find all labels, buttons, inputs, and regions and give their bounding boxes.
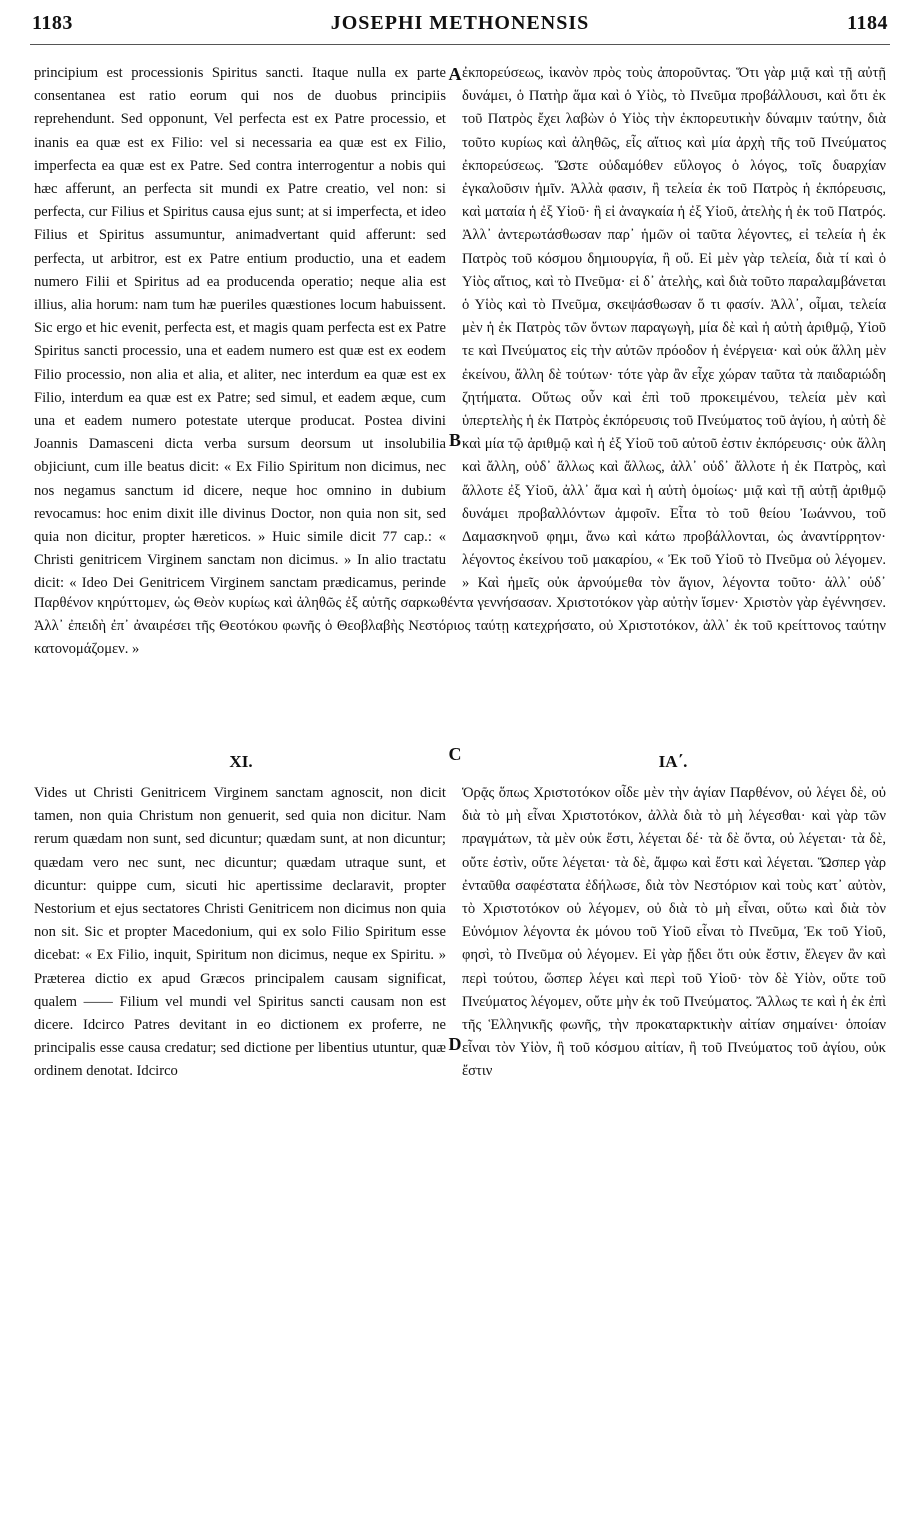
margin-marker-b: B (448, 430, 461, 450)
greek-full-width-block (34, 592, 886, 664)
greek-column-top (462, 62, 886, 592)
margin-marker-d: D (448, 1034, 462, 1054)
page-header (32, 6, 888, 40)
latin-column-bottom (34, 782, 446, 1522)
header-rule (30, 44, 890, 45)
section-heading-greek: ΙΑ΄. (658, 752, 688, 771)
running-title: JOSEPHI METHONENSIS (330, 11, 590, 34)
latin-paragraph-bottom: Vides ut Christi Genitricem Virginem sanctam agnoscit, non dicit tamen, non quia Christum non genuerit, sed quia non dicitur. Nam rerum quædam non sunt, sed dicuntur; quædam sunt, at non dicuntur; quædam vero nec sunt, nec dicuntur; quædam utraque sunt, et dicuntur: quippe cum, sicuti hic apertissime declaravit, propter Nestorium et ejus sectatores Christi Genitricem non dicimus non quia non sit. Sic et propter Macedonium, qui ex solo Filio Spiritum esse dicebat: « Ex Filio, inquit, Spiritum non dicimus, neque ex Spiritu. » Præterea dictio ex apud Græcos principalem causam significat, qualem —— Filium vel mundi vel Spiritus sancti causam non est dicere. Idcirco Patres devitant in eo dictionem ex proferre, ne principalis esse causa credatur; sed dictione per libentius utuntur, quæ ordinem denotat. Idcirco (34, 785, 446, 1080)
latin-column-top (34, 62, 446, 592)
margin-marker-c: C (448, 744, 462, 764)
margin-marker-a: A (448, 64, 462, 84)
greek-paragraph-bottom: Ὁρᾷς ὅπως Χριστοτόκον οἶδε μὲν τὴν ἁγίαν Παρθένον, οὐ λέγει δὲ, οὐ διὰ τὸ μὴ εἶναι Χριστοτόκον, ἀλλὰ διὰ τὸ μὴ λέγεσθαι· καὶ γὰρ τῶν πραγμάτων, τὰ μὲν οὐκ ἔστι, λέγεται δέ· τὰ δὲ ὄντα, οὐ λέγεται· τὰ δὲ, οὔτε ἐστὶν, οὔτε λέγεται· τὰ δὲ, ἄμφω καὶ ἔστι καὶ λέγεται. Ὥσπερ γὰρ ἐνταῦθα σαφέστατα ἐδήλωσε, διὰ τὸν Νεστόριον καὶ τοὺς κατ᾽ αὐτὸν, τὸ Χριστοτόκον οὐ λέγομεν, οὐ διὰ τὸ μὴ εἶναι, οὕτω καὶ διὰ τὸν Εὐνόμιον λέγοντα ἐκ μόνου τοῦ Υἱοῦ εἶναι τὸ Πνεῦμα, Ἐκ τοῦ Υἱοῦ, φησὶ, τὸ Πνεῦμα οὐ λέγομεν. Εἰ γὰρ ᾔδει ὅτι οὐκ ἔστιν, ἔλεγεν ἂν καὶ περὶ τούτου, ὥσπερ λέγει καὶ περὶ τοῦ Υἱοῦ· τὸν δὲ Υἱὸν, οὔτε τοῦ Πνεύματος λέγομεν, οὔτε μὴν ἐκ τοῦ Πνεύματος. Ἄλλως τε καὶ ἡ ἐκ ἐπὶ τῆς Ἑλληνικῆς φωνῆς, τὴν προκαταρκτικὴν αἰτίαν σημαίνει· ὁποίαν εἶναι τὸν Υἱὸν, ἢ τοῦ κόσμου αἰτίαν, ἢ τοῦ Πνεύματος τοῦ ἁγίου, οὐκ ἔστιν (462, 785, 886, 1080)
section-heading-latin: XI. (229, 752, 253, 771)
page-number-right: 1184 (847, 11, 888, 34)
latin-paragraph-top: principium est processionis Spiritus sancti. Itaque nulla ex parte consentanea est ratio eorum qui nos de duobus principiis reprehendunt. Sed opponunt, Vel perfecta est ex Patre processio, et inanis ea quæ est ex Filio: vel si necessaria ea quæ est ex Filio, imperfecta ea quæ est ex Patre. Sed contra interrogentur a nobis qui hæc afferunt, an perfecta sit mundi ex Patre creatio, vel non: si perfecta, cur Filius et Spiritus causa ejus sunt; at si imperfecta, et ideo Filius et Spiritus assumuntur, animadvertant quid afferunt: sed perfecta, ut arbitror, est ex Patre entium productio, una et eadem numero Filii et Spiritus ad ea producenda operatio; neque alia est illius, alia horum: nam tum hæ pueriles quæstiones locum habuissent. Sic ergo et hic evenit, perfecta est, et magis quam perfecta est ex Patre Spiritus sancti processio, una et eadem numero est quæ est ex eodem Filio processio, non alia et alia, et aliter, nec interdum ea quæ est ex Filio, interdum ea quæ est ex Patre; sed simul, et eadem æque, cum una et eadem numero potestate uterque producat. Postea divini Joannis Damasceni dicta verba sursum deorsum ut insolubilia objiciunt, cum ille beatus dicit: « Ex Filio Spiritum non dicimus, nec nos negamus sanctum id dicere, neque hoc omnino in dubium revocamus: hoc enim dixit ille divinus Doctor, non quia non sit, sed quia non dicitur, propter hæreticos. » Huic simile dicit 77 cap.: « Christi genitricem Virginem sanctam non dicimus. » In alio tractatu dicit: « Ideo Dei Genitricem Virginem sanctam prædicamus, perinde (34, 65, 446, 592)
greek-full-paragraph: Παρθένον κηρύττομεν, ὡς Θεὸν κυρίως καὶ ἀληθῶς ἐξ αὐτῆς σαρκωθέντα γεννήσασαν. Χριστοτόκον γὰρ αὐτὴν ἴσμεν· Χριστὸν γὰρ ἐγέννησεν. Ἀλλ᾽ ἐπειδὴ ἐπ᾽ ἀναιρέσει τῆς Θεοτόκου φωνῆς ὁ Θεοβλαβὴς Νεστόριος ταύτῃ κατεχρήσατο, οὐ Χριστοτόκον, ἀλλ᾽ ἐκ τοῦ κρείττονος ταύτην κατονομάζομεν. » (34, 595, 886, 658)
greek-paragraph-top: ἐκπορεύσεως, ἱκανὸν πρὸς τοὺς ἀποροῦντας. Ὅτι γὰρ μιᾷ καὶ τῇ αὐτῇ δυνάμει, ὁ Πατὴρ ἅμα καὶ ὁ Υἱὸς, τὸ Πνεῦμα προβάλλουσι, καὶ ὅτι ἐκ τοῦ Πατρὸς ἔχει λαβὼν ὁ Υἱὸς τὴν ἐκπορευτικὴν δύναμιν ταύτην, διὰ τοῦτο κυρίως καὶ ἀληθῶς, εἷς αἴτιος καὶ μία ἀρχὴ τῆς τοῦ Πνεύματος ἐκπορεύσεως. Ὥστε οὐδαμόθεν εὔλογος ὁ λόγος, τοῖς δυαρχίαν ἐγκαλοῦσιν ἡμῖν. Ἀλλὰ φασιν, ἢ τελεία ἐκ τοῦ Πατρὸς ἡ ἐκπόρευσις, καὶ ματαία ἡ ἐξ Υἱοῦ· ἢ εἰ ἀναγκαία ἡ ἐξ Υἱοῦ, ἀτελὴς ἡ ἐκ τοῦ Πατρός. Ἀλλ᾽ ἀντερωτάσθωσαν παρ᾽ ἡμῶν οἱ ταῦτα λέγοντες, εἰ τελεία ἡ ἐκ Πατρὸς τοῦ κόσμου δημιουργία, ἢ οὔ. Εἰ μὲν γὰρ τελεία, διὰ τί καὶ ὁ Υἱὸς αἴτιος, καὶ τὸ Πνεῦμα· εἰ δ᾽ ἀτελὴς, καὶ διὰ τοῦτο παραλαμβάνεται ὁ Υἱὸς καὶ τὸ Πνεῦμα, σκεψάσθωσαν ὅ τι φασίν. Ἀλλ᾽, οἶμαι, τελεία μὲν ἡ ἐκ Πατρὸς τῶν ὄντων παραγωγὴ, μία δὲ καὶ ἡ αὐτὴ ἀριθμῷ, Υἱοῦ τε καὶ Πνεύματος εἰς τὴν αὐτῶν πρόοδον ἡ ἐνέργεια· καὶ οὐκ ἄλλη μὲν ἐκείνου, ἄλλη δὲ τούτων· τότε γὰρ ἂν εἶχε χώραν ταῦτα τὰ παιδαριώδη ζητήματα. Οὕτως οὖν καὶ ἐπὶ τοῦ προκειμένου, τελεία μὲν καὶ ὑπερτελὴς ἡ ἐκ Πατρὸς ἐκπόρευσις τοῦ Πνεύματος τοῦ ἁγίου, ἡ αὐτὴ δὲ καὶ μία τῷ ἀριθμῷ καὶ ἡ ἐξ Υἱοῦ τοῦ αὐτοῦ ἐστιν ἐκπόρευσις· οὐκ ἄλλη καὶ ἄλλη, οὐδ᾽ ἄλλως καὶ ἄλλως, ἀλλ᾽ οὐδ᾽ ἄλλοτε ἡ ἐκ Πατρὸς, καὶ ἄλλοτε ἐξ Υἱοῦ, ἀλλ᾽ ἅμα καὶ ἡ αὐτὴ ὁμοίως· μιᾷ καὶ τῇ αὐτῇ ἀριθμῷ δυνάμει προβαλλόντων ἀμφοῖν. Εἶτα τὸ τοῦ θείου Ἰωάννου, τοῦ Δαμασκηνοῦ φημι, ἄνω καὶ κάτω προβάλλονται, ὡς ἀναντίρρητον· λέγοντος ἐκείνου τοῦ μακαρίου, « Ἐκ τοῦ Υἱοῦ τὸ Πνεῦμα οὐ λέγομεν. » Καὶ ἡμεῖς οὐκ ἀρνούμεθα τὸν ἅγιον, λέγοντα τοῦτο· ἀλλ᾽ οὐδ᾽ (462, 65, 886, 592)
greek-column-bottom (462, 782, 886, 1522)
page-number-left: 1183 (32, 11, 73, 34)
